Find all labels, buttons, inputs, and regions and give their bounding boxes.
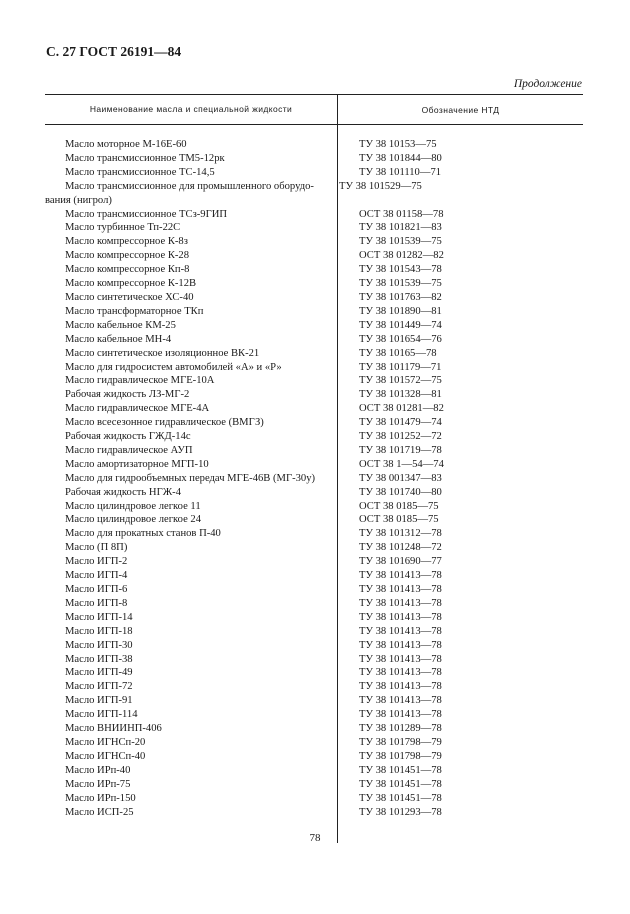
table-row: [45, 166, 583, 180]
table-row: [45, 736, 583, 750]
row-code: ТУ 38 101529—75: [339, 180, 422, 192]
row-name: Масло для гидрообъемных передач МГЕ-46В (МГ-30у): [65, 472, 316, 484]
row-code: ТУ 38 101740—80: [359, 486, 442, 498]
row-code: ТУ 38 101451—78: [359, 764, 442, 776]
table-row: [45, 792, 583, 806]
row-code: ТУ 38 101690—77: [359, 556, 442, 568]
table-row: [45, 513, 583, 527]
row-code: ТУ 38 101293—78: [359, 806, 442, 818]
table-row: [45, 583, 583, 597]
row-name: Масло ИГП-49: [65, 667, 133, 679]
row-name: Масло ИСП-25: [65, 806, 134, 818]
row-code: ТУ 38 101449—74: [359, 319, 442, 331]
row-code: ОСТ 38 01158—78: [359, 208, 444, 220]
row-name: Масло гидравлическое АУП: [65, 444, 193, 456]
table-row: [45, 388, 583, 402]
row-code: ТУ 38 101413—78: [359, 584, 442, 595]
row-name: Масло компрессорное К-28: [65, 250, 190, 262]
table-row: [45, 430, 583, 444]
table-row: [45, 277, 583, 291]
table-row: [45, 305, 583, 319]
row-code: ТУ 38 101539—75: [359, 278, 442, 290]
row-code: ТУ 38 101289—78: [359, 723, 442, 735]
row-name: Масло трансмиссионное ТМ5-12рк: [65, 152, 225, 164]
row-name: Рабочая жидкость НГЖ-4: [65, 486, 182, 498]
row-name: Масло моторное М-16Е-60: [65, 139, 187, 150]
row-name: Масло компрессорное Кп-8: [65, 264, 190, 276]
row-code: ТУ 38 101179—71: [359, 361, 442, 373]
row-code: ТУ 38 101543—78: [359, 264, 442, 276]
row-name: Масло цилиндровое легкое 24: [65, 514, 202, 526]
row-code: ТУ 38 101798—79: [359, 750, 442, 762]
table-row: [45, 778, 583, 792]
row-code: ТУ 38 10153—75: [359, 139, 437, 150]
row-name: Масло для прокатных станов П-40: [65, 528, 221, 540]
row-name: Масло трансмиссионное ТС-14,5: [65, 166, 215, 178]
row-code: ТУ 38 101413—78: [359, 639, 442, 651]
column-header-code: Обозначение НТД: [421, 104, 500, 115]
row-name: Масло ИГП-114: [65, 709, 138, 721]
table-row: [45, 722, 583, 736]
row-name: Масло ИГП-2: [65, 556, 128, 568]
row-code: ТУ 38 101451—78: [359, 792, 442, 804]
table-row: [45, 361, 583, 375]
table-row: [45, 569, 583, 583]
continuation-label: Продолжение: [513, 78, 582, 90]
table-row: [45, 708, 583, 722]
table-row: [45, 500, 583, 514]
row-code: ТУ 38 101844—80: [359, 152, 442, 164]
row-code: ТУ 38 101451—78: [359, 778, 442, 790]
row-name: Масло (П 8П): [65, 542, 128, 554]
row-name: Масло цилиндровое легкое 11: [65, 500, 201, 512]
row-code: ТУ 38 101479—74: [359, 417, 442, 429]
row-code: ОСТ 38 0185—75: [359, 500, 439, 512]
table-row: [45, 680, 583, 694]
row-code: ТУ 38 101572—75: [359, 375, 442, 387]
row-code: ТУ 38 101798—79: [359, 736, 442, 748]
row-name: Масло ИГП-72: [65, 681, 133, 693]
table-row: [45, 611, 583, 625]
row-code: ТУ 38 101719—78: [359, 444, 442, 456]
column-header-name: Наименование масла и специальной жидкости: [45, 95, 338, 124]
row-name: Масло ИГП-6: [65, 584, 128, 595]
table-row: [45, 639, 583, 653]
row-name: Масло ИРп-75: [65, 778, 131, 790]
row-name: Масло компрессорное К-12В: [65, 278, 197, 290]
table-row: [45, 208, 583, 222]
table-row: [45, 221, 583, 235]
row-code: ТУ 38 101413—78: [359, 681, 442, 693]
row-code: ОСТ 38 01282—82: [359, 250, 444, 262]
table-row: [45, 527, 583, 541]
row-name: Масло ИГНСп-20: [65, 736, 146, 748]
row-name: Рабочая жидкость ЛЗ-МГ-2: [65, 389, 190, 401]
row-code: ТУ 38 101763—82: [359, 291, 442, 303]
row-code: ТУ 38 101413—78: [359, 653, 442, 665]
table-row: [45, 416, 583, 430]
row-code: ТУ 38 101248—72: [359, 542, 442, 554]
table-row: [45, 625, 583, 639]
table-row: [45, 597, 583, 611]
row-name: Масло компрессорное К-8з: [65, 236, 188, 248]
table-row: [45, 472, 583, 486]
table-row: [45, 750, 583, 764]
row-code: ТУ 38 101413—78: [359, 695, 442, 707]
row-name: Масло трансмиссионное ТСз-9ГИП: [65, 208, 228, 220]
row-name: Масло ИГП-4: [65, 570, 128, 582]
row-name: Масло ИГП-14: [65, 611, 133, 623]
row-name: Масло амортизаторное МГП-10: [65, 458, 209, 470]
table-row: [45, 444, 583, 458]
row-code: ТУ 38 101890—81: [359, 305, 442, 317]
table-row: [45, 374, 583, 388]
page-number: 78: [309, 832, 321, 844]
row-name: Масло ИГП-91: [65, 695, 133, 707]
row-code: ОСТ 38 01281—82: [359, 403, 444, 415]
column-divider: [337, 125, 338, 843]
table-row: [45, 541, 583, 555]
row-name: Масло синтетическое изоляционное ВК-21: [65, 347, 260, 359]
table-row: [45, 263, 583, 277]
row-name: Масло трансформаторное ТКп: [65, 305, 204, 317]
row-code: ТУ 38 101413—78: [359, 625, 442, 637]
table-row: [45, 486, 583, 500]
table-row: [45, 138, 583, 152]
row-code: ТУ 38 101413—78: [359, 597, 442, 609]
row-name: Масло ИГП-18: [65, 625, 133, 637]
row-code: ТУ 38 101821—83: [359, 222, 442, 234]
row-name: Масло ИГП-30: [65, 639, 133, 651]
table-row: [45, 764, 583, 778]
row-name: Масло ВНИИНП-406: [65, 723, 162, 735]
row-name: Масло ИГП-8: [65, 597, 128, 609]
table-row: [45, 319, 583, 333]
table-row: [45, 180, 583, 208]
row-code: ТУ 38 101413—78: [359, 570, 442, 582]
row-name: Масло ИРп-40: [65, 764, 131, 776]
table-row: [45, 653, 583, 667]
page-header: С. 27 ГОСТ 26191—84: [46, 44, 182, 59]
row-code: ТУ 38 101252—72: [359, 431, 442, 443]
row-name: Масло для гидросистем автомобилей «А» и «Р»: [65, 361, 282, 373]
row-name: Масло всесезонное гидравлическое (ВМГЗ): [65, 417, 264, 429]
row-name: [45, 180, 323, 208]
table-header: [45, 94, 583, 125]
table-row: [45, 666, 583, 680]
table-row: [45, 555, 583, 569]
row-name-line-2: вания (нигрол): [45, 194, 112, 206]
row-code: ТУ 38 101654—76: [359, 333, 442, 345]
row-name: Масло ИРп-150: [65, 792, 136, 804]
table-row: [45, 152, 583, 166]
table-row: [45, 806, 583, 820]
row-name-line-1: Масло трансмиссионное для промышленного оборудо-: [65, 180, 314, 192]
row-code: ТУ 38 101110—71: [359, 166, 442, 178]
row-name: Масло синтетическое ХС-40: [65, 291, 194, 303]
row-code: ТУ 38 101312—78: [359, 528, 442, 540]
row-code: ТУ 38 001347—83: [359, 472, 442, 484]
table-row: [45, 458, 583, 472]
table-row: [45, 402, 583, 416]
row-code: ТУ 38 10165—78: [359, 347, 437, 359]
row-name: Рабочая жидкость ГЖД-14с: [65, 431, 191, 443]
table-row: [45, 694, 583, 708]
table-body: [45, 125, 583, 819]
row-code: ОСТ 38 1—54—74: [359, 458, 444, 470]
row-name: Масло турбинное Тп-22С: [65, 222, 181, 234]
ntd-table: [45, 94, 583, 819]
row-name: Масло гидравлическое МГЕ-10А: [65, 375, 215, 387]
row-name: Масло ИГНСп-40: [65, 750, 146, 762]
table-row: [45, 249, 583, 263]
row-code: ТУ 38 101539—75: [359, 236, 442, 248]
row-code: ТУ 38 101328—81: [359, 389, 442, 401]
row-name: Масло гидравлическое МГЕ-4А: [65, 403, 210, 415]
row-name: Масло кабельное МН-4: [65, 333, 172, 345]
row-code: ТУ 38 101413—78: [359, 709, 442, 721]
row-name: Масло кабельное КМ-25: [65, 319, 176, 331]
row-code: ОСТ 38 0185—75: [359, 514, 439, 526]
table-row: [45, 291, 583, 305]
table-row: [45, 235, 583, 249]
row-code: ТУ 38 101413—78: [359, 667, 442, 679]
row-name: Масло ИГП-38: [65, 653, 133, 665]
table-row: [45, 347, 583, 361]
table-row: [45, 333, 583, 347]
row-code: ТУ 38 101413—78: [359, 611, 442, 623]
